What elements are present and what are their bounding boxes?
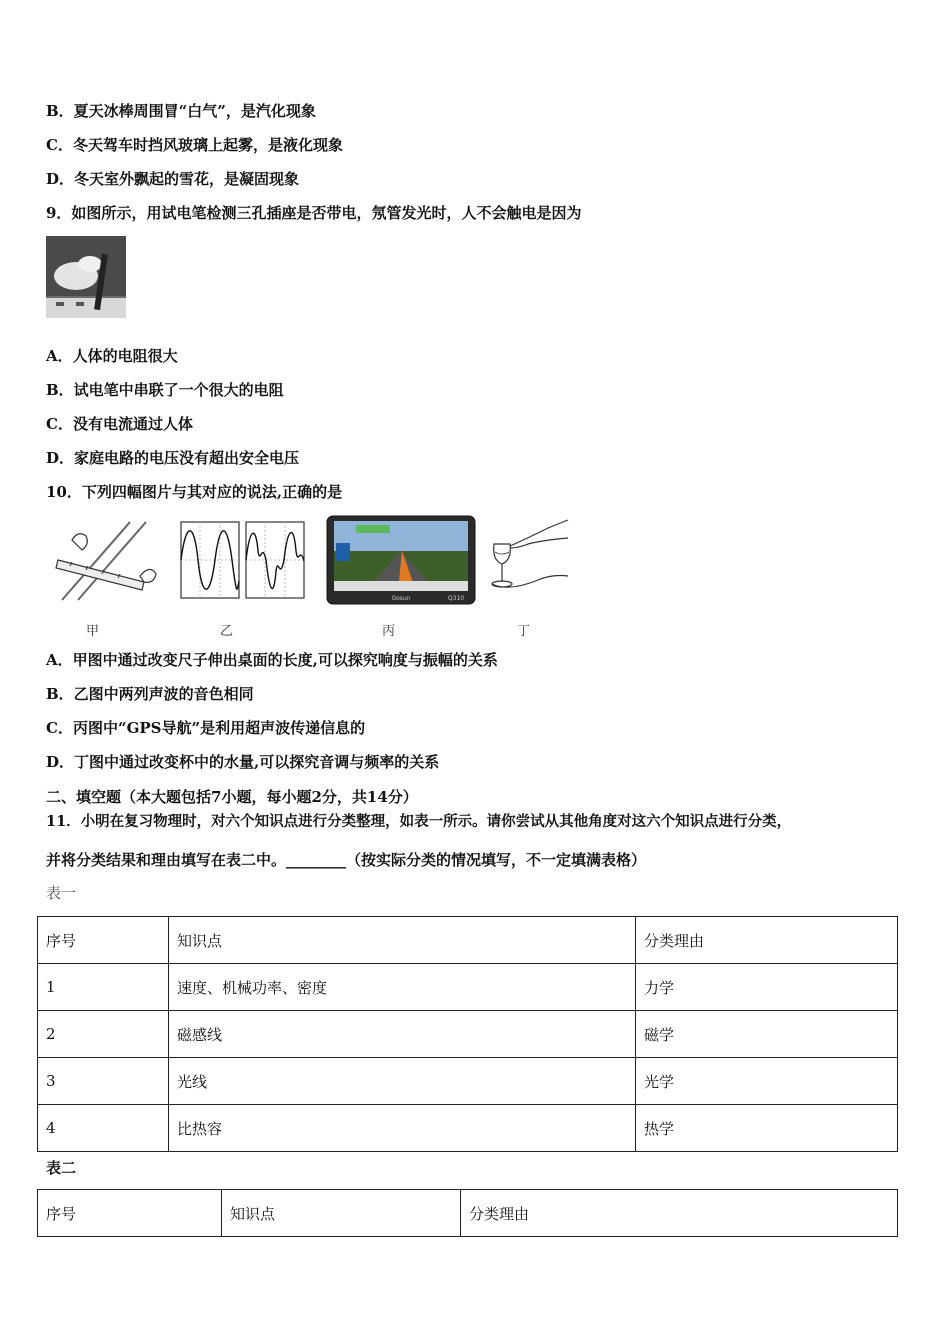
table1-label: 表一 — [46, 884, 77, 902]
table2-label: 表二 — [46, 1159, 77, 1177]
q9-option-d: D．家庭电路的电压没有超出安全电压 — [46, 449, 300, 467]
gps-navigator-figure — [326, 515, 476, 605]
caption-ding: 丁 — [517, 624, 531, 639]
q8-option-d: D．冬天室外飘起的雪花，是凝固现象 — [46, 170, 300, 188]
q10-stem: 10．下列四幅图片与其对应的说法,正确的是 — [46, 483, 343, 501]
q8-option-b: B．夏天冰棒周围冒“白气”，是汽化现象 — [46, 102, 316, 120]
q11-line1: 11．小明在复习物理时，对六个知识点进行分类整理，如表一所示。请你尝试从其他角度对这六个知识点进行分类， — [46, 813, 792, 830]
q9-option-b: B．试电笔中串联了一个很大的电阻 — [46, 381, 284, 399]
section-heading: 二、填空题（本大题包括7小题，每小题2分，共14分） — [46, 788, 418, 806]
table-cell: 4 — [38, 1105, 169, 1152]
ruler-figure — [52, 520, 158, 602]
header-cell: 知识点 — [169, 917, 636, 964]
table-cell: 磁感线 — [169, 1011, 636, 1058]
q8-option-c: C．冬天驾车时挡风玻璃上起雾，是液化现象 — [46, 136, 343, 154]
q10-option-c: C．丙图中“GPS导航”是利用超声波传递信息的 — [46, 719, 366, 737]
caption-jia: 甲 — [86, 624, 100, 639]
table-row — [38, 1058, 898, 1105]
table-cell: 光学 — [636, 1058, 898, 1105]
table2 — [37, 1189, 898, 1237]
table-cell: 速度、机械功率、密度 — [169, 964, 636, 1011]
q10-option-b: B．乙图中两列声波的音色相同 — [46, 685, 254, 703]
q10-option-a: A．甲图中通过改变尺子伸出桌面的长度,可以探究响度与振幅的关系 — [46, 651, 498, 669]
caption-bing: 丙 — [382, 624, 396, 639]
q10-option-d: D．丁图中通过改变杯中的水量,可以探究音调与频率的关系 — [46, 753, 440, 771]
q11-line2: 并将分类结果和理由填写在表二中。________（按实际分类的情况填写，不一定填满表格） — [46, 851, 647, 869]
q9-option-c: C．没有电流通过人体 — [46, 415, 193, 433]
header-cell: 知识点 — [222, 1190, 461, 1237]
header-cell: 分类理由 — [461, 1190, 898, 1237]
header-cell: 分类理由 — [636, 917, 898, 964]
wine-glass-figure — [488, 518, 570, 592]
table-cell: 光线 — [169, 1058, 636, 1105]
sound-waves-figure — [180, 521, 305, 599]
table-header-row — [38, 1190, 898, 1237]
gps-model-label: Q310 — [447, 595, 465, 602]
header-cell: 序号 — [38, 917, 169, 964]
gps-brand-label: Gosun — [391, 595, 411, 602]
table1 — [37, 916, 898, 1152]
table-cell: 3 — [38, 1058, 169, 1105]
q9-option-a: A．人体的电阻很大 — [46, 347, 178, 365]
table-cell: 比热容 — [169, 1105, 636, 1152]
table-row — [38, 1011, 898, 1058]
table-header-row — [38, 917, 898, 964]
header-cell: 序号 — [38, 1190, 222, 1237]
table-cell: 磁学 — [636, 1011, 898, 1058]
table-cell: 2 — [38, 1011, 169, 1058]
test-pen-photo — [46, 236, 126, 318]
table-cell: 热学 — [636, 1105, 898, 1152]
q9-stem: 9．如图所示，用试电笔检测三孔插座是否带电，氖管发光时，人不会触电是因为 — [46, 204, 582, 222]
table-row — [38, 1105, 898, 1152]
table-cell: 力学 — [636, 964, 898, 1011]
table-row — [38, 964, 898, 1011]
caption-yi: 乙 — [220, 624, 234, 639]
table-cell: 1 — [38, 964, 169, 1011]
